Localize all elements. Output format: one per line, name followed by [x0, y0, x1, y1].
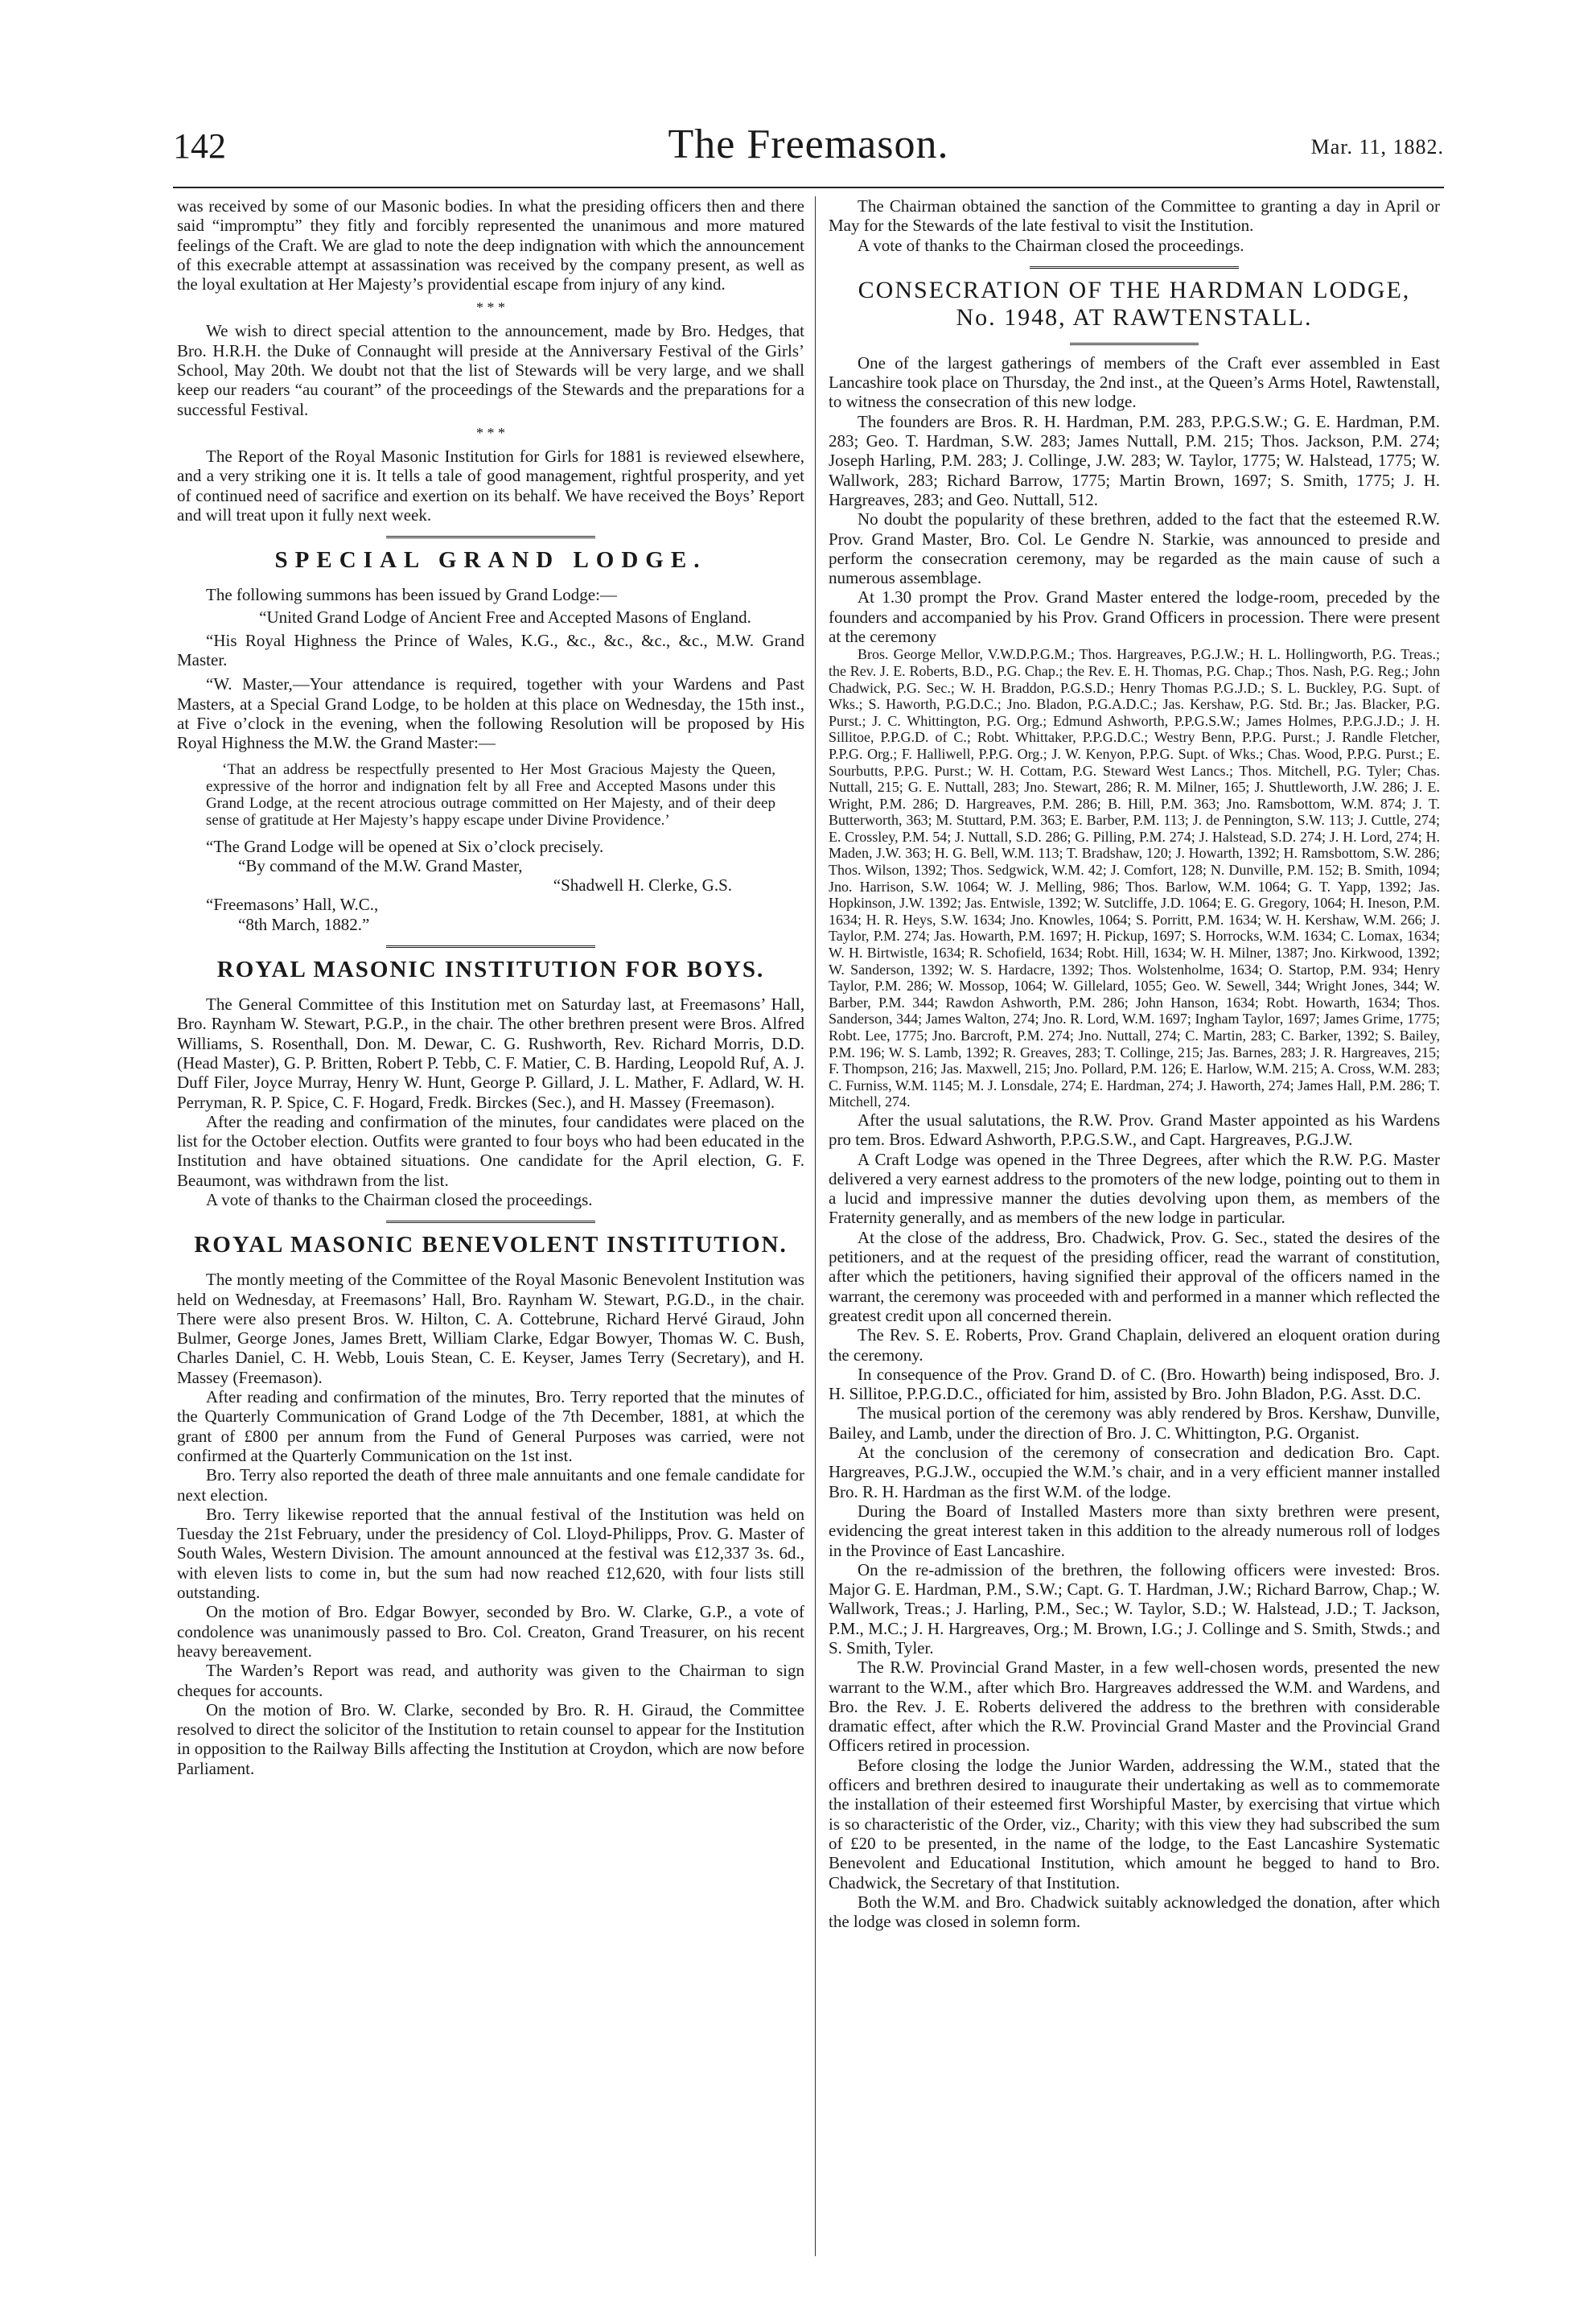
girls-report-paragraph: The Report of the Royal Masonic Institution for Girls for 1881 is reviewed elsewhere, and a very striking one it is. It tells a tale of good management, rightful prosperity, and yet of continued need of sacrifice and exertion on its behalf. We have received the Boys’ Report and will treat upon it fully next week.: [177, 446, 804, 525]
hedges-paragraph: We wish to direct special attention to the announcement, made by Bro. Hedges, that Bro. H.R.H. the Duke of Connaught will preside at the Anniversary Festival of the Girls’ School, May 20th. We doubt not that the list of Stewards will be very large, and we shall keep our readers “au courant” of the proceedings of the Stewards and the preparations for a successful Festival.: [177, 321, 804, 419]
benevolent-paragraph: The montly meeting of the Committee of the Royal Masonic Benevolent Institution was held on Wednesday, at Freemasons’ Hall, Bro. Raynham W. Stewart, P.G.D., in the chair. There were also present Bros. W. Hilton, C. A. Cottebrune, Richard Hervé Giraud, John Bulmer, George Jones, James Brett, William Clarke, Edgar Bowyer, Thomas W. C. Bush, Charles Daniel, C. H. Webb, Louis Stean, C. E. Keyser, James Terry (Secretary), and H. Massey (Freemason).: [177, 1270, 804, 1387]
section-rule: [386, 945, 595, 948]
special-grand-lodge-heading: SPECIAL GRAND LODGE.: [274, 547, 707, 574]
consecration-paragraph: Before closing the lodge the Junior Warden, addressing the W.M., stated that the officers and brethren desired to inaugurate their undertaking as well as to commemorate the installation of their esteemed first Worshipful Master, by exercising that virtue which is so characteristic of the Order, viz., Charity; with this view they had subscribed the sum of £20 to be presented, in the name of the lodge, to the East Lancashire Systematic Benevolent and Educational Institution, which amount he begged to hand to Bro. Chadwick, the Secretary of that Institution.: [829, 1755, 1440, 1892]
boys-paragraph: The General Committee of this Institution met on Saturday last, at Freemasons’ Hall, Bro. Raynham W. Stewart, P.G.P., in the chair. The other brethren present were Bros. Alfred Williams, S. Rosenthall, Don. M. Dewar, C. G. Rushworth, Rev. Richard Morris, D.D. (Head Master), G. P. Britten, Robert P. Tebb, C. F. Matier, C. B. Harding, Leopold Ruf, A. J. Duff Filer, Joyce Murray, Henry W. Hunt, George P. Gillard, J. L. Mather, F. Adlard, W. H. Perryman, R. P. Spice, C. F. Hogard, Fredk. Birckes (Sec.), and H. Massey (Freemason).: [177, 995, 804, 1112]
intro-paragraph: was received by some of our Masonic bodies. In what the presiding officers then and there said “impromptu” they fitly and forcibly represented the unanimous and more matured feelings of the Craft. We are glad to note the deep indignation with which the announcement of this execrable attempt at assassination was received by the company present, as well as the loyal exultation at Her Majesty’s providential escape from injury of any kind.: [177, 196, 804, 294]
consecration-paragraph: One of the largest gatherings of members of the Craft ever assembled in East Lancashire took place on Thursday, the 2nd inst., at the Queen’s Arms Hotel, Rawtenstall, to witness the consecration of this new lodge.: [829, 352, 1440, 412]
page-number: 142: [173, 126, 226, 166]
chairman-paragraph: The Chairman obtained the sanction of the Committee to granting a day in April or May for the Stewards of the late festival to visit the Institution.: [829, 196, 1440, 236]
section-rule: [1070, 343, 1199, 345]
signature-line: “Shadwell H. Clerke, G.S.: [553, 875, 732, 896]
consecration-paragraph: At the conclusion of the ceremony of consecration and dedication Bro. Capt. Hargreaves, P.G.J.W., occupied the W.M.’s chair, and in a very efficient manner installed Bro. R. H. Hardman as the first W.M. of the lodge.: [829, 1443, 1440, 1501]
command-line: “By command of the M.W. Grand Master,: [238, 855, 523, 875]
consecration-paragraph: During the Board of Installed Masters more than sixty brethren were present, evidencing the great interest taken in this addition to the already numerous roll of lodges in the Province of East Lancashire.: [829, 1501, 1440, 1560]
consecration-paragraph: The R.W. Provincial Grand Master, in a few well-chosen words, presented the new warrant to the W.M., after which Bro. Hargreaves addressed the W.M. and Wardens, and Bro. the Rev. J. E. Roberts delivered the address to the brethren with considerable dramatic effect, after which the R.W. Provincial Grand Master and the Provincial Grand Officers retired in procession.: [829, 1658, 1440, 1756]
boys-paragraph: After the reading and confirmation of the minutes, four candidates were placed on the list for the October election. Outfits were granted to four boys who had been educated in the Institution and have obtained situations. One candidate for the April election, G. F. Beaumont, was withdrawn from the list.: [177, 1111, 804, 1190]
consecration-paragraph: At the close of the address, Bro. Chadwick, Prov. G. Sec., stated the desires of the petitioners, and at the request of the presiding officer, read the warrant of constitution, after which the petitioners, having signified their approval of the officers named in the warrant, the ceremony was proceeded with and performed in a manner which reflected the greatest credit upon all concerned therein.: [829, 1227, 1440, 1325]
boys-institution-heading: ROYAL MASONIC INSTITUTION FOR BOYS.: [216, 957, 765, 983]
consecration-paragraph: The Rev. S. E. Roberts, Prov. Grand Chaplain, delivered an eloquent oration during the ceremony.: [829, 1325, 1440, 1365]
consecration-heading-line2: No. 1948, AT RAWTENSTALL.: [956, 303, 1313, 331]
masthead-rule: [173, 187, 1444, 188]
section-rule: [386, 1221, 595, 1223]
section-rule: [1030, 266, 1239, 269]
consecration-paragraph: No doubt the popularity of these brethren, added to the fact that the esteemed R.W. Prov. Grand Master, Bro. Col. Le Gendre N. Starkie, was announced to preside and perform the consecration ceremony, may be regarded as the main cause of such a numerous assemblage.: [829, 509, 1440, 588]
chairman-paragraph: A vote of thanks to the Chairman closed the proceedings.: [858, 235, 1244, 255]
brethren-list: Bros. George Mellor, V.W.D.P.G.M.; Thos. Hargreaves, P.G.J.W.; H. L. Hollingworth, P.G. Treas.; the Rev. J. E. Roberts, B.D., P.G. Chap.; the Rev. E. H. Thomas, P.G. Chap.; Thos. Nash, P.G. Reg.; John Chadwick, P.G. Sec.; W. H. Braddon, P.G.S.D.; Henry Thomas P.G.J.D.; S. L. Buckley, P.G. Supt. of Wks.; S. Haworth, P.G.D.C.; Jno. Bladon, P.G.A.D.C.; Jas. Kershaw, P.G. Std. Br.; Jas. Blacker, P.G. Purst.; J. C. Whittington, P.G. Org.; Edmund Ashworth, P.P.G.S.W.; James Holmes, P.P.G.J.D.; J. H. Sillitoe, P.P.G.D. of C.; Robt. Whittaker, P.P.G.D.C.; Westry Benn, P.P.G. Purst.; J. Randle Fletcher, P.P.G. Org.; F. Halliwell, P.P.G. Org.; J. W. Kenyon, P.P.G. Supt. of Wks.; Chas. Wood, P.P.G. Purst.; E. Sourbutts, P.P.G. Purst.; W. H. Cottam, P.G. Steward West Lancs.; Thos. Mitchell, P.G. Tyler; Chas. Nuttall, 215; G. E. Nuttall, 283; Jno. Stewart, 286; R. M. Milner, 165; J. Shuttleworth, J.W. 286; J. E. Wright, P.M. 286; D. Hargreaves, P.M. 286; B. Hill, P.M. 363; Jno. Ramsbottom, W.M. 874; J. T. Butterworth, 363; M. Stuttard, P.M. 363; E. Barber, P.M. 113; J. de Pennington, S.W. 113; J. Cuttle, 274; E. Crossley, P.M. 54; J. Nuttall, S.D. 286; G. Pilling, P.M. 274; J. Halstead, S.D. 274; J. H. Lord, 274; H. Maden, J.W. 363; H. G. Bell, W.M. 113; T. Bradshaw, 120; J. Howarth, 1392; H. Ramsbottom, S.W. 286; Thos. Wilson, 1392; Thos. Sedgwick, W.M. 42; J. Comfort, 128; N. Dunville, P.M. 152; B. Smith, 1094; Jno. Harrison, S.W. 1064; W. J. Melling, 986; Thos. Barlow, W.M. 1064; G. T. Yapp, 1392; Jas. Hopkinson, J.W. 1392; Jas. Entwisle, 1392; W. Sutcliffe, J.D. 1064; E. G. Gregory, 1064; H. Ineson, P.M. 1634; H. R. Heys, S.W. 1634; Jno. Knowles, 1064; S. Porritt, P.M. 1634; W. H. Kershaw, W.M. 266; J. Taylor, P.M. 274; Jas. Howarth, P.M. 1697; H. Pickup, 1697; S. Horrocks, W.M. 1634; C. Lomax, 1634; W. H. Birtwistle, 1634; R. Schofield, 1634; Robt. Hill, 1634; W. H. Milner, 1387; Jno. Kirkwood, 1392; W. Sanderson, 1392; W. S. Hardacre, 1392; Thos. Wolstenholme, 1634; O. Startop, P.M. 934; Henry Taylor, P.M. 286; W. Mossop, 1064; W. Gillelard, 1055; Geo. W. Sewell, 344; Wright Jones, 344; W. Barber, P.M. 344; Rawdon Ashworth, P.M. 286; John Hanson, 1634; Robt. Howarth, 1634; Thos. Sanderson, 344; James Walton, 274; Jno. R. Lord, W.M. 1697; Ingham Taylor, 1697; James Grime, 1775; Robt. Lee, 1775; Jno. Barcroft, P.M. 274; Jno. Nuttall, 274; C. Martin, 283; C. Barker, 1392; S. Bailey, P.M. 196; W. S. Lamb, 1392; R. Greaves, 283; T. Collinge, 215; Jas. Barnes, 283; J. R. Hargreaves, 215; F. Thompson, 216; Jas. Maxwell, 215; Jno. Pollard, P.M. 126; E. Harlow, W.M. 215; A. Cross, W.M. 283; C. Furniss, W.M. 1145; M. J. Lonsdale, 274; E. Hardman, 274; J. Haworth, 274; James Hall, P.M. 286; T. Mitchell, 274.: [829, 646, 1440, 1110]
ugl-line: “United Grand Lodge of Ancient Free and Accepted Masons of England.: [259, 607, 751, 628]
consecration-paragraph: In consequence of the Prov. Grand D. of C. (Bro. Howarth) being indisposed, Bro. J. H. Sillitoe, P.P.G.D.C., officiated for him, assisted by Bro. John Bladon, P.G. Asst. D.C.: [829, 1364, 1440, 1404]
resolution-text: ‘That an address be respectfully presented to Her Most Gracious Majesty the Queen, expressive of the horror and indignation felt by all Free and Accepted Masons under this Grand Lodge, at the recent atrocious outrage committed on Her Majesty, and of their deep sense of gratitude at Her Majesty’s happy escape under Divine Providence.’: [206, 760, 775, 829]
consecration-paragraph: The founders are Bros. R. H. Hardman, P.M. 283, P.P.G.S.W.; G. E. Hardman, P.M. 283; Geo. T. Hardman, S.W. 283; James Nuttall, P.M. 215; Thos. Jackson, P.M. 274; Joseph Harling, P.M. 283; J. Collinge, J.W. 283; W. Taylor, 1775; W. Halstead, 1775; W. Wallwork, 283; Richard Barrow, 1775; Martin Brown, 1697; S. Smith, 1775; J. H. Hargreaves, 283; and Geo. Nuttall, 512.: [829, 411, 1440, 509]
consecration-paragraph: Both the W.M. and Bro. Chadwick suitably acknowledged the donation, after which the lodge was closed in solemn form.: [829, 1892, 1440, 1932]
consecration-paragraph: On the re-admission of the brethren, the following officers were invested: Bros. Major G. E. Hardman, P.M., S.W.; Capt. G. T. Hardman, J.W.; Richard Barrow, Chap.; W. Wallwork, Treas.; J. Harling, P.M., Sec.; W. Taylor, S.D.; W. Halstead, J.D.; T. Jackson, P.M., M.C.; J. H. Hargreaves, Org.; M. Brown, I.G.; J. Collinge and S. Smith, Stwds.; and S. Smith, Tyler.: [829, 1559, 1440, 1658]
consecration-paragraph: After the usual salutations, the R.W. Prov. Grand Master appointed as his Wardens pro tem. Bros. Edward Ashworth, P.P.G.S.W., and Capt. Hargreaves, P.G.J.W.: [829, 1110, 1440, 1150]
right-column: [829, 196, 1440, 1931]
summons-body: “W. Master,—Your attendance is required, together with your Wardens and Past Masters, at a Special Grand Lodge, to be holden at this place on Wednesday, the 15th inst., at Five o’clock in the evening, when the following Resolution will be proposed by His Royal Highness the M.W. the Grand Master:—: [177, 674, 804, 753]
benevolent-paragraph: On the motion of Bro. Edgar Bowyer, seconded by Bro. W. Clarke, G.P., a vote of condolence was unanimously passed to Bro. Col. Creaton, Grand Treasurer, on his recent heavy bereavement.: [177, 1602, 804, 1661]
consecration-paragraph: The musical portion of the ceremony was ably rendered by Bros. Kershaw, Dunville, Bailey, and Lamb, under the direction of Bro. J. C. Whittington, P.G. Organist.: [829, 1403, 1440, 1443]
boys-paragraph: A vote of thanks to the Chairman closed the proceedings.: [206, 1189, 593, 1209]
benevolent-institution-heading: ROYAL MASONIC BENEVOLENT INSTITUTION.: [194, 1232, 788, 1258]
issue-date: Mar. 11, 1882.: [1310, 135, 1444, 159]
left-column: [177, 196, 804, 1778]
section-stars: * * *: [476, 299, 505, 316]
date-line: “8th March, 1882.”: [238, 914, 370, 934]
masthead: [173, 121, 1444, 185]
hall-line: “Freemasons’ Hall, W.C.,: [206, 895, 379, 915]
benevolent-paragraph: Bro. Terry likewise reported that the annual festival of the Institution was held on Tuesday the 21st February, under the presidency of Col. Lloyd-Philipps, Prov. G. Master of South Wales, Western Division. The amount announced at the festival was £12,337 3s. 6d., with eleven lists to come in, but the sum had now reached £12,620, with four lists still outstanding.: [177, 1504, 804, 1603]
column-divider: [815, 196, 816, 2256]
summons-intro: The following summons has been issued by Grand Lodge:—: [206, 585, 617, 605]
section-rule: [386, 536, 595, 538]
consecration-heading: [829, 277, 1440, 332]
benevolent-paragraph: The Warden’s Report was read, and authority was given to the Chairman to sign cheques for accounts.: [177, 1661, 804, 1700]
newspaper-title: The Freemason.: [668, 121, 949, 167]
benevolent-paragraph: On the motion of Bro. W. Clarke, seconded by Bro. R. H. Giraud, the Committee resolved to direct the solicitor of the Institution to retain counsel to appear for the Institution in opposition to the Railway Bills affecting the Institution at Croydon, which are now before Parliament.: [177, 1699, 804, 1778]
consecration-heading-line1: CONSECRATION OF THE HARDMAN LODGE,: [858, 276, 1411, 303]
opened-line: “The Grand Lodge will be opened at Six o’clock precisely.: [206, 836, 604, 856]
consecration-paragraph: A Craft Lodge was opened in the Three Degrees, after which the R.W. P.G. Master delivered a very earnest address to the promoters of the new lodge, pointing out to them in a lucid and impressive manner the duties devolving upon them, as members of the Fraternity generally, and as members of the new lodge in particular.: [829, 1149, 1440, 1228]
benevolent-paragraph: Bro. Terry also reported the death of three male annuitants and one female candidate for next election.: [177, 1465, 804, 1505]
section-stars: * * *: [476, 424, 505, 441]
hrh-line: “His Royal Highness the Prince of Wales, K.G., &c., &c., &c., &c., M.W. Grand Master.: [177, 630, 804, 670]
benevolent-paragraph: After reading and confirmation of the minutes, Bro. Terry reported that the minutes of the Quarterly Communication of Grand Lodge of the 7th December, 1881, at which the grant of £800 per annum from the Fund of General Purposes was carried, were not confirmed at the Quarterly Communication on the 1st inst.: [177, 1387, 804, 1465]
consecration-paragraph: At 1.30 prompt the Prov. Grand Master entered the lodge-room, preceded by the founders and accompanied by his Prov. Grand Officers in procession. There were present at the ceremony: [829, 587, 1440, 647]
